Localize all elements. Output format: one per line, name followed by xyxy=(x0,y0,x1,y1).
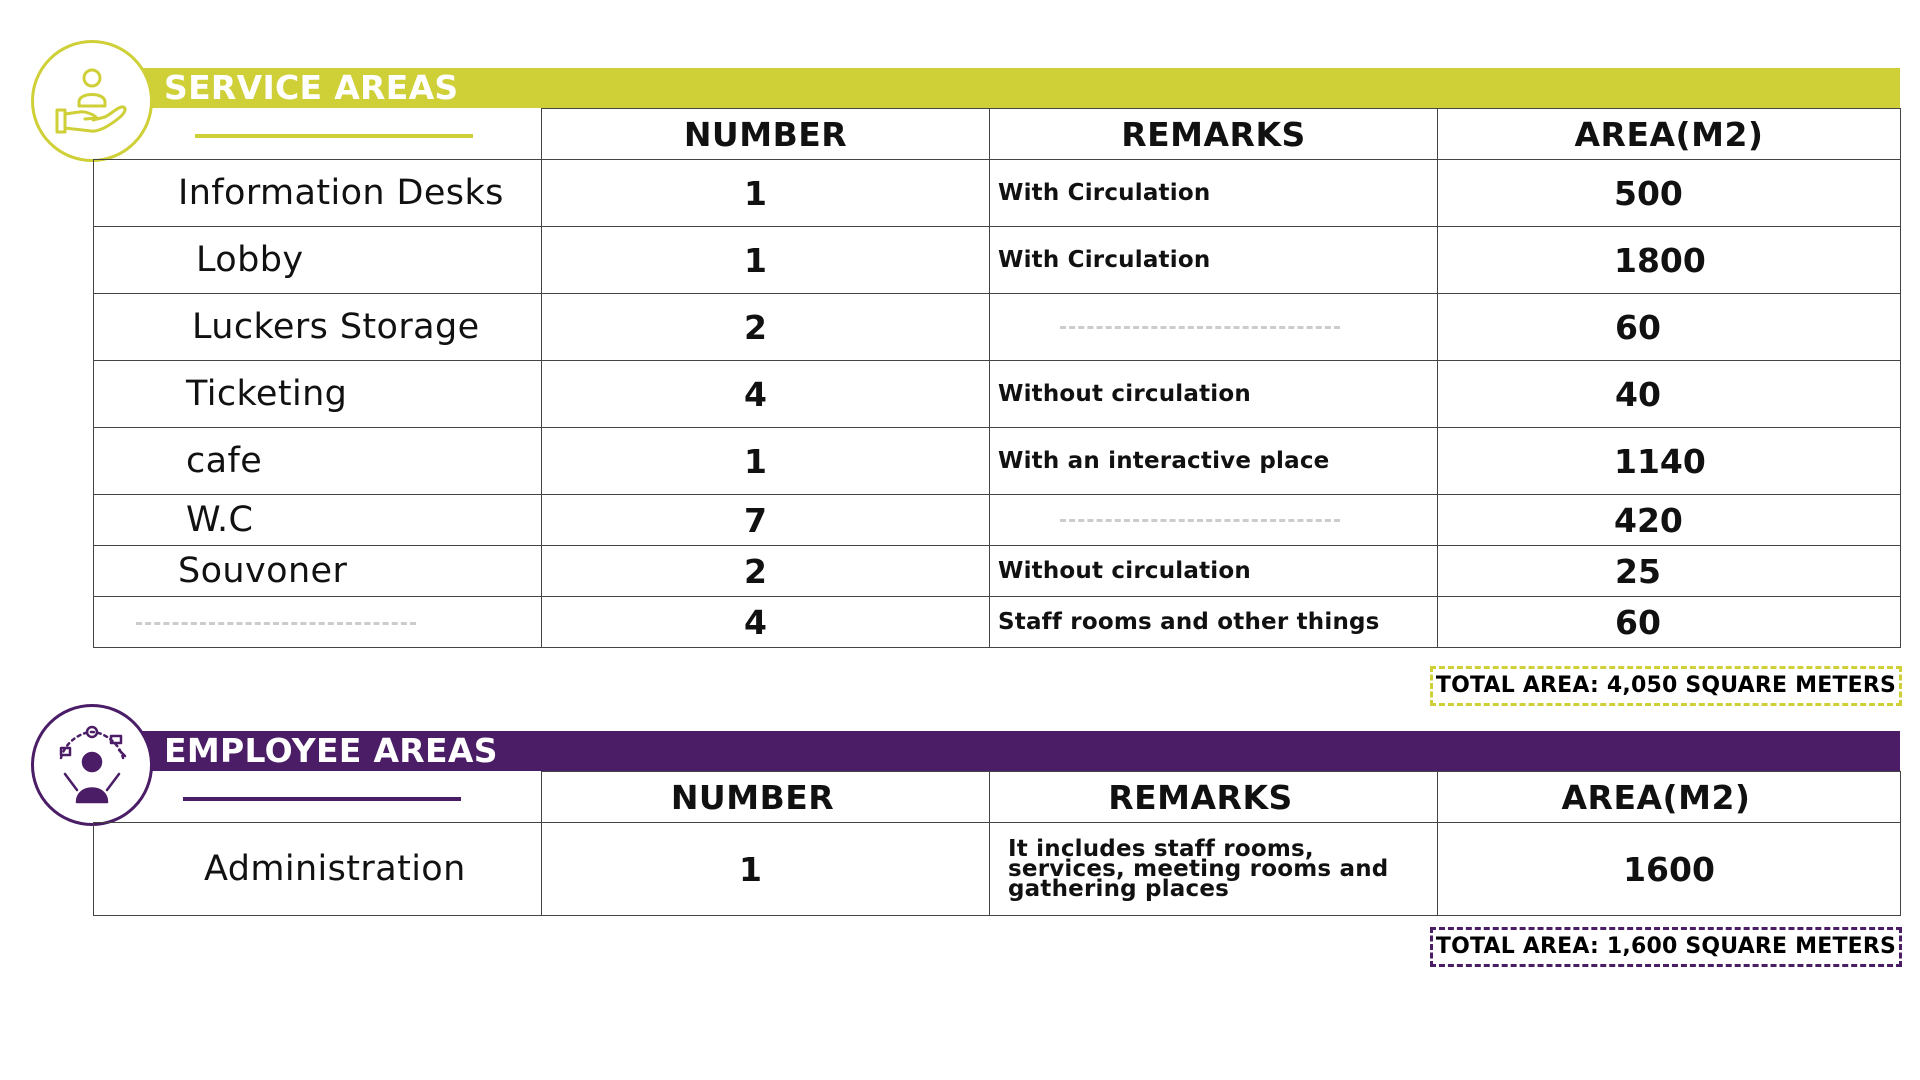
header-corner xyxy=(94,772,542,823)
row-name: cafe xyxy=(94,428,542,495)
employee-areas-title: EMPLOYEE AREAS xyxy=(142,731,1900,771)
row-area: 60 xyxy=(1438,294,1901,361)
header-area: AREA(M2) xyxy=(1438,109,1901,160)
empty-remark-dashes xyxy=(1060,326,1340,329)
row-number: 2 xyxy=(542,546,990,597)
row-name: Administration xyxy=(94,823,542,916)
row-area: 500 xyxy=(1438,160,1901,227)
table-row xyxy=(94,294,1901,361)
row-area: 40 xyxy=(1438,361,1901,428)
table-row xyxy=(94,823,1901,916)
row-area: 1800 xyxy=(1438,227,1901,294)
row-number: 2 xyxy=(542,294,990,361)
row-area: 1600 xyxy=(1438,823,1901,916)
employee-total-area: TOTAL AREA: 1,600 SQUARE METERS xyxy=(1430,927,1902,967)
row-number: 7 xyxy=(542,495,990,546)
row-remarks: With Circulation xyxy=(990,227,1438,294)
table-row xyxy=(94,597,1901,648)
row-area: 60 xyxy=(1438,597,1901,648)
row-area: 1140 xyxy=(1438,428,1901,495)
row-area: 420 xyxy=(1438,495,1901,546)
service-areas-table xyxy=(93,108,1901,648)
row-number: 1 xyxy=(542,160,990,227)
table-row xyxy=(94,227,1901,294)
table-row xyxy=(94,361,1901,428)
header-remarks: REMARKS xyxy=(990,772,1438,823)
row-remarks: With Circulation xyxy=(990,160,1438,227)
row-remarks: Staff rooms and other things xyxy=(990,597,1438,648)
employee-areas-table xyxy=(93,771,1901,916)
row-name: Ticketing xyxy=(94,361,542,428)
row-area: 25 xyxy=(1438,546,1901,597)
service-areas-title: SERVICE AREAS xyxy=(142,68,1900,108)
row-name xyxy=(94,597,542,648)
row-remarks: With an interactive place xyxy=(990,428,1438,495)
row-remarks xyxy=(990,294,1438,361)
empty-name-dashes xyxy=(136,622,416,625)
header-remarks: REMARKS xyxy=(990,109,1438,160)
header-corner xyxy=(94,109,542,160)
row-number: 1 xyxy=(542,428,990,495)
header-number: NUMBER xyxy=(542,109,990,160)
row-remarks: Without circulation xyxy=(990,361,1438,428)
row-number: 4 xyxy=(542,597,990,648)
service-total-area: TOTAL AREA: 4,050 SQUARE METERS xyxy=(1430,666,1902,706)
row-number: 4 xyxy=(542,361,990,428)
table-header-row xyxy=(94,772,1901,823)
row-remarks: It includes staff rooms, services, meeting rooms and gathering places xyxy=(990,823,1438,916)
row-name: W.C xyxy=(94,495,542,546)
table-row xyxy=(94,495,1901,546)
table-row xyxy=(94,160,1901,227)
empty-remark-dashes xyxy=(1060,519,1340,522)
row-name: Souvoner xyxy=(94,546,542,597)
table-row xyxy=(94,546,1901,597)
row-remarks xyxy=(990,495,1438,546)
row-name: Lobby xyxy=(94,227,542,294)
row-name: Luckers Storage xyxy=(94,294,542,361)
table-header-row xyxy=(94,109,1901,160)
header-number: NUMBER xyxy=(542,772,990,823)
row-remarks: Without circulation xyxy=(990,546,1438,597)
row-number: 1 xyxy=(542,227,990,294)
row-name: Information Desks xyxy=(94,160,542,227)
row-number: 1 xyxy=(542,823,990,916)
header-area: AREA(M2) xyxy=(1438,772,1901,823)
table-row xyxy=(94,428,1901,495)
